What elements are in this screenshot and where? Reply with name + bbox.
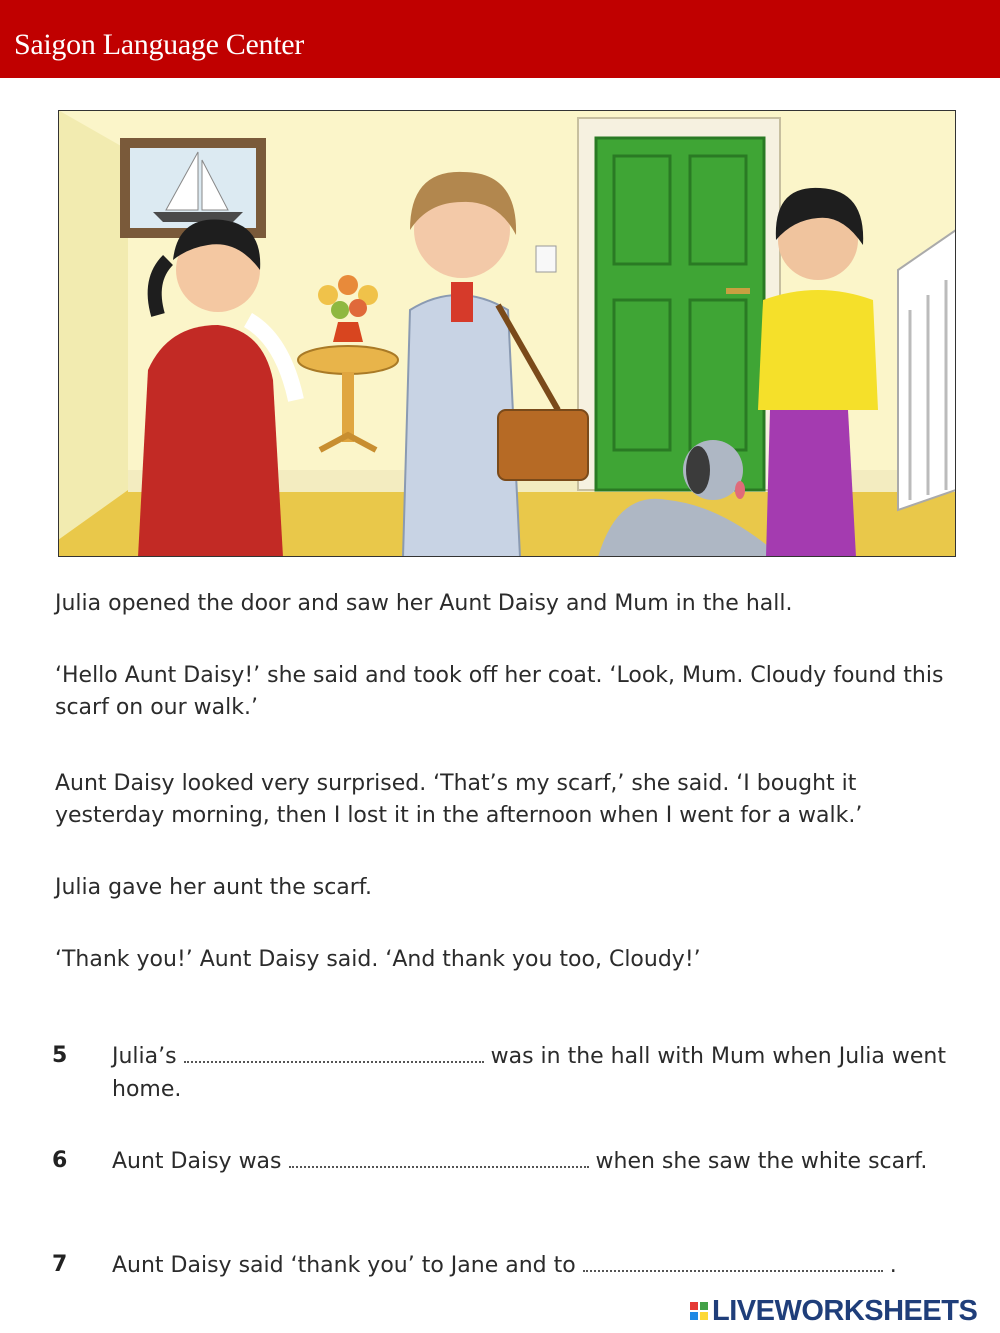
staircase [898,230,956,510]
question-text-after: when she saw the white scarf. [595,1149,928,1174]
story-paragraph-1: Julia opened the door and saw her Aunt Daisy and Mum in the hall. [55,591,793,616]
header-bar [0,0,1000,78]
logo-text: LIVEWORKSHEETS [712,1294,978,1327]
story-illustration [58,110,956,557]
story-paragraph-4: Julia gave her aunt the scarf. [55,875,372,900]
question-number: 5 [52,1043,68,1068]
answer-blank-6[interactable] [289,1148,589,1168]
center-name: Saigon Language Center [14,28,304,61]
liveworksheets-mark-icon [690,1302,708,1320]
question-text-after: was in the hall with Mum when Julia went home. [112,1044,946,1102]
question-number: 6 [52,1148,68,1173]
liveworksheets-logo [690,1294,977,1328]
boat-picture [120,138,266,238]
question-number: 7 [52,1252,68,1277]
story-paragraph-2: ‘Hello Aunt Daisy!’ she said and took off her coat. ‘Look, Mum. Cloudy found this scarf on our walk.’ [55,663,944,720]
light-switch [536,246,556,272]
answer-blank-7[interactable] [583,1252,883,1272]
question-text-after: . [889,1253,897,1278]
question-7 [112,1249,962,1282]
story-paragraph-3: Aunt Daisy looked very surprised. ‘That’s my scarf,’ she said. ‘I bought it yesterday morning, then I lost it in the afternoon when I went for a walk.’ [55,771,863,828]
question-text-before: Aunt Daisy said ‘thank you’ to Jane and to [112,1253,576,1278]
question-text-before: Aunt Daisy was [112,1149,282,1174]
green-door [578,118,780,490]
question-text-before: Julia’s [112,1044,177,1069]
question-5 [112,1040,962,1106]
question-6 [112,1145,962,1178]
answer-blank-5[interactable] [184,1043,484,1063]
story-paragraph-5: ‘Thank you!’ Aunt Daisy said. ‘And thank you too, Cloudy!’ [55,947,701,972]
